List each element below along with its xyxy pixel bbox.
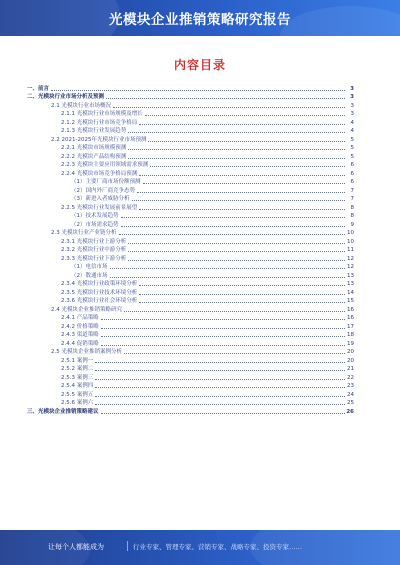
toc-entry[interactable] [27, 117, 354, 126]
toc-entry[interactable] [27, 245, 354, 254]
toc-entry-label: 2.1.2 光模块行业市场竞争格局 [61, 119, 138, 126]
toc-leader-dots [106, 98, 345, 99]
toc-entry-page: 21 [347, 366, 354, 372]
toc-entry[interactable] [27, 262, 354, 271]
toc-entry-page: 6 [350, 162, 354, 168]
toc-entry-label: （1）电信市场 [71, 264, 108, 270]
toc-entry[interactable] [27, 253, 354, 262]
toc-leader-dots [139, 209, 345, 210]
toc-entry-page: 3 [350, 111, 354, 117]
toc-entry-page: 26 [346, 408, 354, 415]
toc-entry-page: 11 [347, 247, 354, 253]
toc-entry-page: 5 [350, 153, 354, 160]
toc-entry[interactable] [27, 134, 354, 143]
toc-entry-label: 2.3.2 光模块行业中游分析 [61, 247, 127, 253]
toc-entry-label: （2）国内外厂商竞争态势 [71, 187, 136, 194]
toc-entry-page: 18 [347, 332, 354, 338]
toc-entry-label: 2.2.3 光模块主要应用领域需求预测 [61, 162, 149, 168]
toc-leader-dots [128, 260, 345, 261]
toc-entry[interactable] [27, 219, 354, 228]
toc-entry-label: 2.3.4 光模块行业政策环境分析 [61, 281, 138, 287]
toc-leader-dots [121, 217, 346, 218]
toc-leader-dots [145, 115, 345, 116]
toc-entry[interactable] [27, 279, 354, 288]
toc-entry-page: 7 [350, 196, 354, 202]
toc-leader-dots [95, 362, 345, 363]
toc-entry-page: 12 [347, 255, 354, 262]
toc-entry-page: 15 [347, 298, 354, 304]
toc-leader-dots [101, 328, 345, 329]
toc-entry-page: 20 [347, 357, 354, 364]
toc-entry[interactable] [27, 236, 354, 245]
toc-leader-dots [110, 277, 346, 278]
toc-entry-label: 2.4.3 渠道策略 [61, 332, 99, 338]
toc-entry-label: 2.4.4 促销策略 [61, 340, 99, 347]
toc-entry[interactable] [27, 406, 354, 415]
toc-entry-label: 2.1.3 光模块行业发展趋势 [61, 128, 127, 134]
toc-leader-dots [143, 183, 345, 184]
toc-entry[interactable] [27, 270, 354, 279]
toc-leader-dots [128, 243, 345, 244]
toc-leader-dots [51, 90, 345, 91]
toc-leader-dots [139, 175, 345, 176]
toc-entry-page: 5 [350, 136, 354, 143]
toc-entry[interactable] [27, 185, 354, 194]
toc-leader-dots [101, 413, 345, 414]
toc-entry-label: 2.3 光模块行业产业链分析 [51, 230, 117, 236]
toc-entry-page: 13 [347, 281, 354, 287]
toc-entry[interactable] [27, 143, 354, 152]
footer-tagline: 行业专家、管理专家、营销专家、战略专家、投资专家…… [133, 543, 302, 551]
toc-entry-page: 19 [347, 340, 354, 347]
toc-leader-dots [95, 387, 345, 388]
toc-entry[interactable] [27, 177, 354, 186]
toc-leader-dots [95, 404, 345, 405]
toc-leader-dots [124, 311, 345, 312]
toc-entry[interactable] [27, 389, 354, 398]
toc-leader-dots [121, 226, 346, 227]
toc-entry-page: 12 [347, 264, 354, 270]
toc-entry-page: 3 [350, 85, 354, 92]
toc-entry[interactable] [27, 330, 354, 339]
toc-entry-label: 2.5 光模块企业推销案例分析 [51, 349, 122, 355]
toc-leader-dots [139, 294, 345, 295]
toc-entry[interactable] [27, 398, 354, 407]
toc-entry-page: 5 [350, 145, 354, 151]
toc-entry[interactable] [27, 313, 354, 322]
toc-leader-dots [101, 319, 345, 320]
toc-entry-page: 10 [347, 238, 354, 245]
toc-entry-page: 23 [347, 383, 354, 389]
toc-entry[interactable] [27, 287, 354, 296]
toc-entry-label: （2）市场需求趋势 [71, 221, 119, 228]
toc-entry-label: 2.3.6 光模块行业社会环境分析 [61, 298, 138, 304]
toc-entry-page: 24 [347, 391, 354, 398]
table-of-contents [27, 83, 354, 415]
toc-entry[interactable] [27, 100, 354, 109]
toc-entry[interactable] [27, 321, 354, 330]
toc-entry-page: 8 [350, 204, 354, 211]
toc-entry[interactable] [27, 92, 354, 101]
toc-entry-page: 6 [350, 179, 354, 185]
toc-leader-dots [128, 149, 345, 150]
toc-entry[interactable] [27, 151, 354, 160]
toc-entry-label: 2.2.5 光模块行业发展前景展望 [61, 204, 138, 211]
toc-leader-dots [139, 124, 345, 125]
toc-entry-page: 9 [350, 221, 354, 228]
toc-leader-dots [139, 285, 345, 286]
toc-entry-label: 三、光模块企业推销策略建议 [27, 408, 99, 415]
toc-entry[interactable] [27, 168, 354, 177]
toc-entry[interactable] [27, 355, 354, 364]
toc-entry-label: （3）新进入者威胁分析 [71, 196, 130, 202]
footer-slogan: 让每个人都能成为 [48, 543, 104, 551]
toc-entry-page: 8 [350, 213, 354, 219]
toc-leader-dots [119, 234, 346, 235]
toc-entry-page: 22 [347, 374, 354, 381]
toc-leader-dots [128, 132, 345, 133]
toc-entry-page: 25 [347, 400, 354, 406]
toc-entry-label: 2.4.2 价格策略 [61, 323, 99, 330]
toc-entry-page: 3 [350, 94, 354, 100]
toc-entry[interactable] [27, 83, 354, 92]
toc-entry[interactable] [27, 338, 354, 347]
toc-entry[interactable] [27, 228, 354, 237]
toc-leader-dots [137, 192, 345, 193]
toc-entry-label: 二、光模块行业市场分析及预测 [27, 94, 105, 100]
toc-entry-page: 16 [347, 315, 354, 321]
toc-entry-page: 3 [350, 102, 354, 109]
toc-leader-dots [150, 166, 345, 167]
toc-entry-label: （2）数通市场 [71, 272, 108, 279]
toc-entry-label: 2.1 光模块行业市场概况 [51, 102, 111, 109]
toc-entry-page: 20 [347, 349, 354, 355]
toc-entry-label: 2.2.1 光模块市场规模预测 [61, 145, 127, 151]
header-band [0, 0, 400, 36]
toc-entry[interactable] [27, 109, 354, 118]
toc-entry-page: 4 [350, 119, 354, 126]
toc-entry-page: 7 [350, 187, 354, 194]
toc-entry-label: 2.2.4 光模块市场竞争格局预测 [61, 170, 138, 177]
toc-entry[interactable] [27, 202, 354, 211]
toc-entry-label: 2.5.5 案例五 [61, 391, 94, 398]
report-title: 光模块企业推销策略研究报告 [109, 12, 291, 28]
toc-entry-label: 2.2.2 光模块产品结构预测 [61, 153, 127, 160]
toc-leader-dots [128, 251, 345, 252]
toc-entry-label: （1）主要厂商市场份额预测 [71, 179, 141, 185]
toc-leader-dots [95, 396, 345, 397]
toc-entry[interactable] [27, 126, 354, 135]
toc-entry-page: 6 [350, 170, 354, 177]
toc-leader-dots [101, 336, 345, 337]
toc-leader-dots [148, 141, 345, 142]
toc-leader-dots [128, 158, 345, 159]
toc-entry-label: 2.2 2021-2025年光模块行业市场预测 [51, 136, 147, 143]
toc-leader-dots [132, 200, 345, 201]
toc-entry[interactable] [27, 160, 354, 169]
toc-entry[interactable] [27, 372, 354, 381]
toc-leader-dots [110, 268, 346, 269]
toc-entry[interactable] [27, 211, 354, 220]
toc-entry-page: 10 [347, 230, 354, 236]
toc-leader-dots [95, 379, 345, 380]
toc-leader-dots [139, 302, 345, 303]
toc-entry-label: （1）技术发展趋势 [71, 213, 119, 219]
toc-entry[interactable] [27, 296, 354, 305]
toc-entry-label: 2.1.1 光模块行业市场规模及增长 [61, 111, 143, 117]
toc-entry[interactable] [27, 194, 354, 203]
toc-leader-dots [95, 370, 345, 371]
toc-entry-page: 17 [347, 323, 354, 330]
toc-entry-label: 2.4 光模块企业推销策略研究 [51, 306, 122, 313]
toc-entry-page: 14 [347, 289, 354, 296]
toc-entry-label: 2.5.4 案例四 [61, 383, 94, 389]
toc-leader-dots [124, 353, 345, 354]
toc-leader-dots [101, 345, 345, 346]
toc-entry-page: 13 [347, 272, 354, 279]
toc-entry-label: 2.4.1 产品策略 [61, 315, 99, 321]
toc-entry-label: 2.5.1 案例一 [61, 357, 94, 364]
toc-entry[interactable] [27, 381, 354, 390]
toc-entry-page: 4 [350, 128, 354, 134]
toc-entry-label: 2.5.2 案例二 [61, 366, 94, 372]
toc-leader-dots [113, 107, 345, 108]
toc-entry[interactable] [27, 364, 354, 373]
toc-entry-label: 2.3.3 光模块行业下游分析 [61, 255, 127, 262]
toc-entry-page: 16 [347, 306, 354, 313]
toc-entry-label: 2.3.1 光模块行业上游分析 [61, 238, 127, 245]
toc-entry[interactable] [27, 347, 354, 356]
toc-entry[interactable] [27, 304, 354, 313]
toc-entry-label: 2.3.5 光模块行业技术环境分析 [61, 289, 138, 296]
toc-entry-label: 2.5.6 案例六 [61, 400, 94, 406]
toc-entry-label: 2.5.3 案例三 [61, 374, 94, 381]
footer-divider [127, 541, 128, 551]
toc-heading: 内容目录 [173, 58, 226, 72]
toc-entry-label: 一、前言 [27, 85, 50, 92]
footer-band [0, 530, 400, 565]
